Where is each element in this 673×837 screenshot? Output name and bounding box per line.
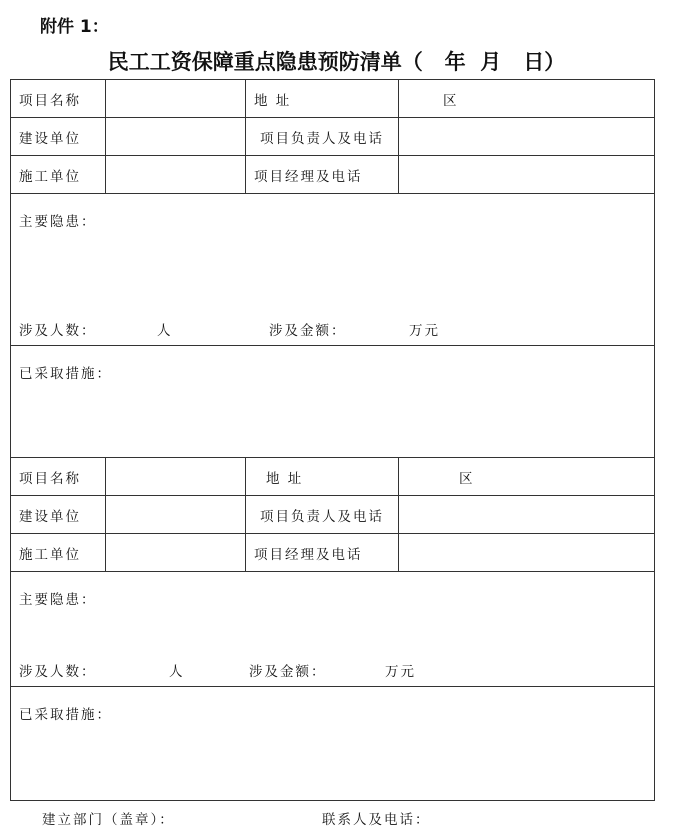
address-label: 地 址	[246, 80, 399, 117]
measures-taken-label: 已采取措施：	[19, 366, 112, 382]
amount-involved-label: 涉及金额：	[249, 664, 327, 680]
project-leader-phone-label: 项目负责人及电话	[246, 118, 399, 155]
address-label: 地 址	[246, 458, 399, 495]
construction-unit-label: 建设单位	[11, 118, 106, 155]
construction-unit-field[interactable]	[106, 496, 246, 533]
project-manager-phone-label: 项目经理及电话	[246, 156, 399, 193]
project-name-label: 项目名称	[11, 80, 106, 117]
district-label: 区	[443, 92, 459, 109]
project-manager-phone-field[interactable]	[399, 534, 654, 571]
district-label: 区	[459, 470, 475, 487]
main-hazards-label: 主要隐患：	[19, 214, 97, 230]
title-main: 民工工资保障重点隐患预防清单	[107, 49, 402, 74]
measures-taken-block[interactable]	[11, 687, 654, 801]
contractor-row	[11, 534, 654, 572]
contractor-label: 施工单位	[11, 534, 106, 571]
measures-taken-block[interactable]	[11, 346, 654, 458]
contractor-row	[11, 156, 654, 194]
amount-involved-label: 涉及金额：	[269, 323, 347, 339]
involvement-stats	[19, 319, 440, 339]
project-name-row	[11, 458, 654, 496]
construction-unit-field[interactable]	[106, 118, 246, 155]
attachment-label: 附件 1：	[40, 17, 109, 37]
contractor-field[interactable]	[106, 534, 246, 571]
project-manager-phone-label: 项目经理及电话	[246, 534, 399, 571]
project-name-field[interactable]	[106, 80, 246, 117]
main-hazards-block[interactable]	[11, 194, 654, 346]
contractor-label: 施工单位	[11, 156, 106, 193]
amount-unit: 万元	[409, 323, 440, 339]
document-title	[0, 46, 673, 76]
address-field[interactable]	[399, 80, 654, 117]
construction-unit-row	[11, 496, 654, 534]
project-leader-phone-label: 项目负责人及电话	[246, 496, 399, 533]
department-stamp-label: 建立部门（盖章）：	[42, 812, 175, 828]
construction-unit-row	[11, 118, 654, 156]
project-manager-phone-field[interactable]	[399, 156, 654, 193]
contact-phone-label: 联系人及电话：	[322, 812, 431, 828]
project-leader-phone-field[interactable]	[399, 118, 654, 155]
people-unit: 人	[169, 664, 185, 680]
main-hazards-label: 主要隐患：	[19, 592, 97, 608]
title-date: （ 年 月 日）	[401, 49, 566, 74]
people-involved-label: 涉及人数：	[19, 323, 97, 339]
amount-unit: 万元	[385, 664, 416, 680]
construction-unit-label: 建设单位	[11, 496, 106, 533]
measures-taken-label: 已采取措施：	[19, 707, 112, 723]
form-table	[10, 79, 655, 801]
people-involved-label: 涉及人数：	[19, 664, 97, 680]
project-name-field[interactable]	[106, 458, 246, 495]
main-hazards-block[interactable]	[11, 572, 654, 687]
project-leader-phone-field[interactable]	[399, 496, 654, 533]
people-unit: 人	[157, 323, 173, 339]
address-field[interactable]	[399, 458, 654, 495]
project-name-row	[11, 80, 654, 118]
project-name-label: 项目名称	[11, 458, 106, 495]
contractor-field[interactable]	[106, 156, 246, 193]
involvement-stats	[19, 660, 416, 680]
